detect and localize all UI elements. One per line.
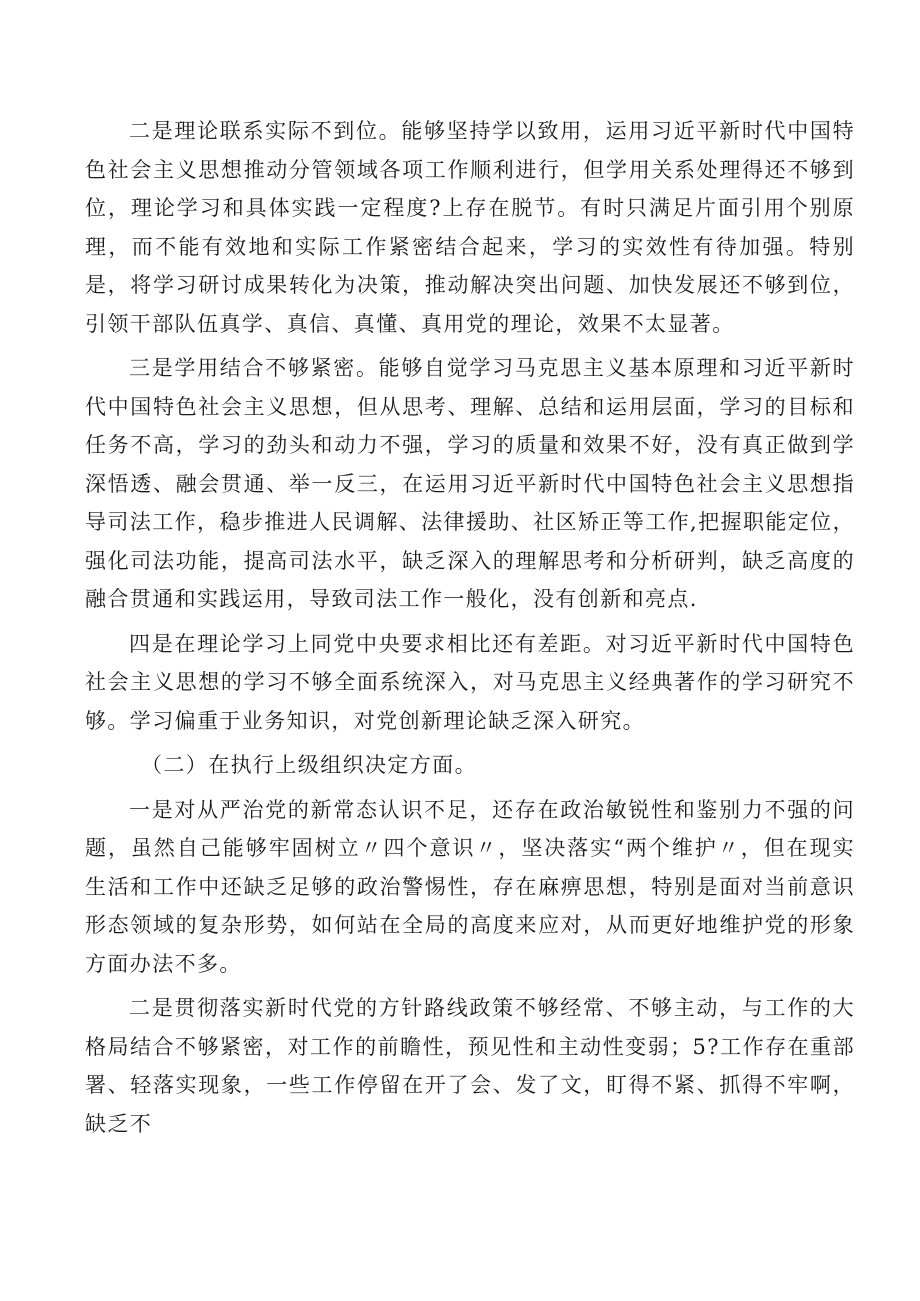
paragraph-policy-implementation: 二是贯彻落实新时代党的方针路线政策不够经常、不够主动，与工作的大格局结合不够紧密，对工作的前瞻性，预见性和主动性变弱；5?工作存在重部署、轻落实现象，一些工作停留在开了会、发了文，盯得不紧、抓得不牢啊，缺乏不 xyxy=(85,996,855,1136)
paragraph-study-application: 三是学用结合不够紧密。能够自觉学习马克思主义基本原理和习近平新时代中国特色社会主义思想，但从思考、理解、总结和运用层面，学习的目标和任务不高，学习的劲头和动力不强，学习的质量和效果不好，没有真正做到学深悟透、融会贯通、举一反三，在运用习近平新时代中国特色社会主义思想指导司法工作，稳步推进人民调解、法律援助、社区矫正等工作,把握职能定位，强化司法功能，提高司法水平，缺乏深入的理解思考和分析研判，缺乏高度的融合贯通和实践运用，导致司法工作一般化，没有创新和亮点. xyxy=(85,356,855,611)
paragraph-theory-gap: 四是在理论学习上同党中央要求相比还有差距。对习近平新时代中国特色社会主义思想的学习不够全面系统深入，对马克思主义经典著作的学习研究不够。学习偏重于业务知识，对党创新理论缺乏深入研究。 xyxy=(85,631,855,733)
document-body xyxy=(85,112,855,1149)
paragraph-theory-practice: 二是理论联系实际不到位。能够坚持学以致用，运用习近平新时代中国特色社会主义思想推动分管领域各项工作顺利进行，但学用关系处理得还不够到位，理论学习和具体实践一定程度?上存在脱节。有时只满足片面引用个别原理，而不能有效地和实际工作紧密结合起来，学习的实效性有待加强。特别是，将学习研讨成果转化为决策，推动解决突出问题、加快发展还不够到位，引领干部队伍真学、真信、真懂、真用党的理论，效果不太显著。 xyxy=(85,119,855,336)
section-heading-execution: （二）在执行上级组织决定方面。 xyxy=(141,753,477,777)
paragraph-party-discipline: 一是对从严治党的新常态认识不足，还存在政治敏锐性和鉴别力不强的问题，虽然自己能够牢固树立〃四个意识〃，坚决落实“两个维护〃，但在现实生活和工作中还缺乏足够的政治警惕性，存在麻痹思想，特别是面对当前意识形态领域的复杂形势，如何站在全局的高度来应对，从而更好地维护党的形象方面办法不多。 xyxy=(85,797,855,976)
